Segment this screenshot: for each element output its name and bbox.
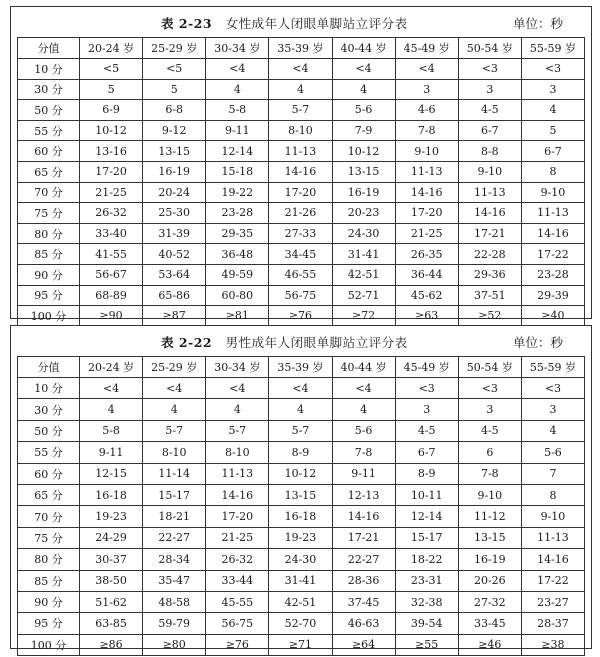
unit-label: 单位：秒 <box>512 16 563 31</box>
time-cell: 5 <box>521 120 584 141</box>
score-cell: 30 分 <box>18 399 80 420</box>
time-cell: 16-19 <box>143 161 206 182</box>
score-cell: 80 分 <box>18 549 80 570</box>
time-cell: 13-15 <box>458 527 521 548</box>
time-cell: 11-13 <box>206 463 269 484</box>
column-header-age: 30-34 岁 <box>206 357 269 378</box>
time-cell: 18-22 <box>395 549 458 570</box>
time-cell: 6 <box>458 442 521 463</box>
time-cell: 4 <box>269 79 332 100</box>
table-number: 表 2-22 <box>161 335 213 350</box>
time-cell: 28-34 <box>143 549 206 570</box>
table-caption <box>11 7 591 35</box>
time-cell: <5 <box>80 59 143 80</box>
time-cell: 31-41 <box>269 570 332 591</box>
table-row <box>18 484 585 505</box>
score-cell: 95 分 <box>18 285 80 306</box>
score-cell: 50 分 <box>18 100 80 121</box>
time-cell: <4 <box>269 378 332 399</box>
score-cell: 90 分 <box>18 591 80 612</box>
time-cell: 4 <box>332 399 395 420</box>
time-cell: 9-10 <box>521 506 584 527</box>
time-cell: 26-32 <box>206 549 269 570</box>
time-cell: 14-16 <box>458 203 521 224</box>
time-cell: 21-26 <box>269 203 332 224</box>
column-header-age: 40-44 岁 <box>332 357 395 378</box>
time-cell: 17-21 <box>458 223 521 244</box>
score-cell: 90 分 <box>18 264 80 285</box>
score-cell: 70 分 <box>18 506 80 527</box>
time-cell: 45-62 <box>395 285 458 306</box>
time-cell: 3 <box>521 399 584 420</box>
time-cell: 4 <box>206 399 269 420</box>
time-cell: 28-37 <box>521 613 584 634</box>
column-header-age: 30-34 岁 <box>206 38 269 59</box>
time-cell: 16-19 <box>458 549 521 570</box>
time-cell: ≥46 <box>458 634 521 655</box>
score-cell: 85 分 <box>18 244 80 265</box>
time-cell: 8-10 <box>206 442 269 463</box>
time-cell: 19-22 <box>206 182 269 203</box>
time-cell: 14-16 <box>521 549 584 570</box>
time-cell: 33-45 <box>458 613 521 634</box>
score-cell: 100 分 <box>18 634 80 655</box>
time-cell: 6-9 <box>80 100 143 121</box>
time-cell: 68-89 <box>80 285 143 306</box>
time-cell: 56-75 <box>269 285 332 306</box>
time-cell: ≥55 <box>395 634 458 655</box>
time-cell: 3 <box>395 399 458 420</box>
men-score-table <box>17 356 585 656</box>
time-cell: 12-13 <box>332 484 395 505</box>
time-cell: 19-23 <box>80 506 143 527</box>
column-header-age: 40-44 岁 <box>332 38 395 59</box>
time-cell: 9-10 <box>458 484 521 505</box>
table-row <box>18 420 585 441</box>
time-cell: 10-12 <box>332 141 395 162</box>
time-cell: 46-63 <box>332 613 395 634</box>
time-cell: 25-30 <box>143 203 206 224</box>
time-cell: 11-14 <box>143 463 206 484</box>
time-cell: 29-36 <box>458 264 521 285</box>
time-cell: 60-80 <box>206 285 269 306</box>
time-cell: 4-5 <box>458 420 521 441</box>
table-row <box>18 182 585 203</box>
score-cell: 10 分 <box>18 59 80 80</box>
time-cell: 5-7 <box>269 420 332 441</box>
time-cell: ≥81 <box>206 306 269 327</box>
time-cell: 4 <box>521 100 584 121</box>
time-cell: 23-31 <box>395 570 458 591</box>
time-cell: 4 <box>80 399 143 420</box>
table-row <box>18 59 585 80</box>
time-cell: 37-45 <box>332 591 395 612</box>
time-cell: 27-32 <box>458 591 521 612</box>
column-header-age: 35-39 岁 <box>269 357 332 378</box>
table-row <box>18 141 585 162</box>
time-cell: 37-51 <box>458 285 521 306</box>
time-cell: 32-38 <box>395 591 458 612</box>
time-cell: 8-10 <box>269 120 332 141</box>
table-row <box>18 378 585 399</box>
time-cell: ≥86 <box>80 634 143 655</box>
time-cell: 8-8 <box>458 141 521 162</box>
time-cell: ≥38 <box>521 634 584 655</box>
time-cell: 17-20 <box>395 203 458 224</box>
time-cell: <3 <box>458 59 521 80</box>
table-row <box>18 306 585 327</box>
time-cell: 24-29 <box>80 527 143 548</box>
time-cell: 42-51 <box>269 591 332 612</box>
time-cell: 39-54 <box>395 613 458 634</box>
time-cell: 33-44 <box>206 570 269 591</box>
time-cell: 34-45 <box>269 244 332 265</box>
score-cell: 60 分 <box>18 463 80 484</box>
table-row <box>18 203 585 224</box>
time-cell: <4 <box>80 378 143 399</box>
time-cell: 12-14 <box>206 141 269 162</box>
time-cell: <4 <box>332 59 395 80</box>
time-cell: 12-14 <box>395 506 458 527</box>
time-cell: 5-7 <box>206 420 269 441</box>
time-cell: <4 <box>395 59 458 80</box>
score-cell: 65 分 <box>18 484 80 505</box>
score-cell: 75 分 <box>18 527 80 548</box>
time-cell: 14-16 <box>395 182 458 203</box>
time-cell: 16-19 <box>332 182 395 203</box>
time-cell: 4 <box>521 420 584 441</box>
time-cell: 17-22 <box>521 570 584 591</box>
time-cell: ≥72 <box>332 306 395 327</box>
table-row <box>18 285 585 306</box>
time-cell: 9-11 <box>80 442 143 463</box>
time-cell: 24-30 <box>332 223 395 244</box>
time-cell: 3 <box>458 399 521 420</box>
time-cell: 16-18 <box>269 506 332 527</box>
time-cell: ≥87 <box>143 306 206 327</box>
column-header-age: 35-39 岁 <box>269 38 332 59</box>
table-title-text: 男性成年人闭眼单脚站立评分表 <box>225 335 408 350</box>
time-cell: 4 <box>143 399 206 420</box>
score-cell: 70 分 <box>18 182 80 203</box>
time-cell: 14-16 <box>206 484 269 505</box>
column-header-age: 55-59 岁 <box>521 38 584 59</box>
time-cell: 49-59 <box>206 264 269 285</box>
time-cell: 31-39 <box>143 223 206 244</box>
time-cell: 11-13 <box>521 527 584 548</box>
time-cell: 20-23 <box>332 203 395 224</box>
time-cell: <4 <box>206 378 269 399</box>
time-cell: 10-11 <box>395 484 458 505</box>
time-cell: 21-25 <box>80 182 143 203</box>
time-cell: 9-11 <box>332 463 395 484</box>
time-cell: 23-28 <box>521 264 584 285</box>
time-cell: ≥80 <box>143 634 206 655</box>
time-cell: 8 <box>521 484 584 505</box>
time-cell: 17-20 <box>80 161 143 182</box>
time-cell: 13-16 <box>80 141 143 162</box>
table-row <box>18 223 585 244</box>
time-cell: <4 <box>143 378 206 399</box>
time-cell: 7-9 <box>332 120 395 141</box>
time-cell: 52-71 <box>332 285 395 306</box>
table-title-text: 女性成年人闭眼单脚站立评分表 <box>225 16 408 31</box>
score-cell: 80 分 <box>18 223 80 244</box>
time-cell: 6-7 <box>458 120 521 141</box>
table-row <box>18 161 585 182</box>
time-cell: 28-36 <box>332 570 395 591</box>
table-row <box>18 506 585 527</box>
men-score-panel <box>10 325 592 652</box>
time-cell: 15-18 <box>206 161 269 182</box>
time-cell: 8 <box>521 161 584 182</box>
table-title <box>161 333 408 351</box>
time-cell: 8-9 <box>395 463 458 484</box>
time-cell: 15-17 <box>395 527 458 548</box>
time-cell: 9-12 <box>143 120 206 141</box>
time-cell: 5 <box>80 79 143 100</box>
time-cell: 13-15 <box>332 161 395 182</box>
score-cell: 75 分 <box>18 203 80 224</box>
table-row <box>18 442 585 463</box>
women-score-panel <box>10 6 592 323</box>
time-cell: 4-6 <box>395 100 458 121</box>
time-cell: 7-8 <box>458 463 521 484</box>
column-header-age: 20-24 岁 <box>80 357 143 378</box>
time-cell: 10-12 <box>269 463 332 484</box>
time-cell: 31-41 <box>332 244 395 265</box>
column-header-age: 20-24 岁 <box>80 38 143 59</box>
time-cell: 11-12 <box>458 506 521 527</box>
score-cell: 50 分 <box>18 420 80 441</box>
time-cell: ≥76 <box>269 306 332 327</box>
time-cell: 5-6 <box>521 442 584 463</box>
time-cell: 23-27 <box>521 591 584 612</box>
time-cell: 6-8 <box>143 100 206 121</box>
time-cell: 4-5 <box>395 420 458 441</box>
time-cell: 35-47 <box>143 570 206 591</box>
time-cell: 15-17 <box>143 484 206 505</box>
score-cell: 55 分 <box>18 120 80 141</box>
table-caption <box>11 326 591 354</box>
time-cell: 21-25 <box>206 527 269 548</box>
time-cell: 4-5 <box>458 100 521 121</box>
time-cell: 17-22 <box>521 244 584 265</box>
time-cell: 29-39 <box>521 285 584 306</box>
time-cell: <4 <box>206 59 269 80</box>
time-cell: 11-13 <box>521 203 584 224</box>
time-cell: 4 <box>206 79 269 100</box>
time-cell: 19-23 <box>269 527 332 548</box>
time-cell: 8-10 <box>143 442 206 463</box>
table-number: 表 2-23 <box>161 16 213 31</box>
time-cell: 30-37 <box>80 549 143 570</box>
time-cell: 59-79 <box>143 613 206 634</box>
time-cell: <3 <box>521 59 584 80</box>
time-cell: 22-28 <box>458 244 521 265</box>
time-cell: ≥76 <box>206 634 269 655</box>
time-cell: 7-8 <box>332 442 395 463</box>
time-cell: 38-50 <box>80 570 143 591</box>
time-cell: 4 <box>332 79 395 100</box>
time-cell: 5 <box>143 79 206 100</box>
score-cell: 65 分 <box>18 161 80 182</box>
score-cell: 85 分 <box>18 570 80 591</box>
time-cell: <3 <box>395 378 458 399</box>
column-header-age: 50-54 岁 <box>458 38 521 59</box>
column-header-age: 45-49 岁 <box>395 38 458 59</box>
table-row <box>18 79 585 100</box>
time-cell: 24-30 <box>269 549 332 570</box>
time-cell: 7-8 <box>395 120 458 141</box>
time-cell: <4 <box>332 378 395 399</box>
women-score-table <box>17 37 585 327</box>
time-cell: 13-15 <box>269 484 332 505</box>
time-cell: 46-55 <box>269 264 332 285</box>
time-cell: 63-85 <box>80 613 143 634</box>
time-cell: ≥71 <box>269 634 332 655</box>
time-cell: 10-12 <box>80 120 143 141</box>
score-cell: 10 分 <box>18 378 80 399</box>
time-cell: 11-13 <box>395 161 458 182</box>
time-cell: <3 <box>458 378 521 399</box>
time-cell: 22-27 <box>143 527 206 548</box>
time-cell: 5-7 <box>143 420 206 441</box>
time-cell: 7 <box>521 463 584 484</box>
table-row <box>18 549 585 570</box>
table-row <box>18 100 585 121</box>
time-cell: 65-86 <box>143 285 206 306</box>
time-cell: 20-26 <box>458 570 521 591</box>
time-cell: 14-16 <box>332 506 395 527</box>
table-row <box>18 613 585 634</box>
time-cell: <5 <box>143 59 206 80</box>
time-cell: 26-35 <box>395 244 458 265</box>
time-cell: ≥52 <box>458 306 521 327</box>
time-cell: 9-11 <box>206 120 269 141</box>
time-cell: 52-70 <box>269 613 332 634</box>
time-cell: 51-62 <box>80 591 143 612</box>
column-header-age: 25-29 岁 <box>143 38 206 59</box>
time-cell: 5-6 <box>332 100 395 121</box>
score-cell: 100 分 <box>18 306 80 327</box>
unit-label: 单位：秒 <box>512 335 563 350</box>
time-cell: ≥64 <box>332 634 395 655</box>
time-cell: 5-6 <box>332 420 395 441</box>
time-cell: 17-20 <box>269 182 332 203</box>
time-cell: ≥40 <box>521 306 584 327</box>
table-row <box>18 244 585 265</box>
score-cell: 55 分 <box>18 442 80 463</box>
time-cell: 20-24 <box>143 182 206 203</box>
score-cell: 95 分 <box>18 613 80 634</box>
table-row <box>18 120 585 141</box>
table-row <box>18 634 585 655</box>
time-cell: 23-28 <box>206 203 269 224</box>
time-cell: 40-52 <box>143 244 206 265</box>
time-cell: 11-13 <box>269 141 332 162</box>
time-cell: 22-27 <box>332 549 395 570</box>
time-cell: 29-35 <box>206 223 269 244</box>
time-cell: ≥63 <box>395 306 458 327</box>
column-header-age: 45-49 岁 <box>395 357 458 378</box>
time-cell: 11-13 <box>458 182 521 203</box>
time-cell: 17-21 <box>332 527 395 548</box>
time-cell: 9-10 <box>521 182 584 203</box>
table-row <box>18 527 585 548</box>
time-cell: 26-32 <box>80 203 143 224</box>
time-cell: 12-15 <box>80 463 143 484</box>
time-cell: 45-55 <box>206 591 269 612</box>
time-cell: 16-18 <box>80 484 143 505</box>
score-cell: 30 分 <box>18 79 80 100</box>
header-row <box>18 38 585 59</box>
time-cell: 9-10 <box>395 141 458 162</box>
time-cell: 41-55 <box>80 244 143 265</box>
table-row <box>18 399 585 420</box>
time-cell: ≥90 <box>80 306 143 327</box>
time-cell: 56-67 <box>80 264 143 285</box>
time-cell: 14-16 <box>269 161 332 182</box>
time-cell: 53-64 <box>143 264 206 285</box>
time-cell: 6-7 <box>521 141 584 162</box>
time-cell: 13-15 <box>143 141 206 162</box>
column-header-score: 分值 <box>18 38 80 59</box>
time-cell: 4 <box>269 399 332 420</box>
table-row <box>18 463 585 484</box>
time-cell: 42-51 <box>332 264 395 285</box>
time-cell: 36-44 <box>395 264 458 285</box>
time-cell: 3 <box>521 79 584 100</box>
table-title <box>161 14 408 32</box>
table-row <box>18 264 585 285</box>
time-cell: 6-7 <box>395 442 458 463</box>
time-cell: 56-75 <box>206 613 269 634</box>
column-header-age: 50-54 岁 <box>458 357 521 378</box>
table-row <box>18 591 585 612</box>
time-cell: 21-25 <box>395 223 458 244</box>
time-cell: 9-10 <box>458 161 521 182</box>
table-row <box>18 570 585 591</box>
time-cell: 33-40 <box>80 223 143 244</box>
time-cell: 5-7 <box>269 100 332 121</box>
time-cell: 17-20 <box>206 506 269 527</box>
time-cell: 18-21 <box>143 506 206 527</box>
time-cell: <4 <box>269 59 332 80</box>
time-cell: 5-8 <box>80 420 143 441</box>
time-cell: 27-33 <box>269 223 332 244</box>
score-cell: 60 分 <box>18 141 80 162</box>
time-cell: 14-16 <box>521 223 584 244</box>
column-header-age: 55-59 岁 <box>521 357 584 378</box>
time-cell: 8-9 <box>269 442 332 463</box>
header-row <box>18 357 585 378</box>
time-cell: 36-48 <box>206 244 269 265</box>
time-cell: 3 <box>395 79 458 100</box>
time-cell: 48-58 <box>143 591 206 612</box>
time-cell: 3 <box>458 79 521 100</box>
column-header-age: 25-29 岁 <box>143 357 206 378</box>
time-cell: 5-8 <box>206 100 269 121</box>
time-cell: <3 <box>521 378 584 399</box>
column-header-score: 分值 <box>18 357 80 378</box>
